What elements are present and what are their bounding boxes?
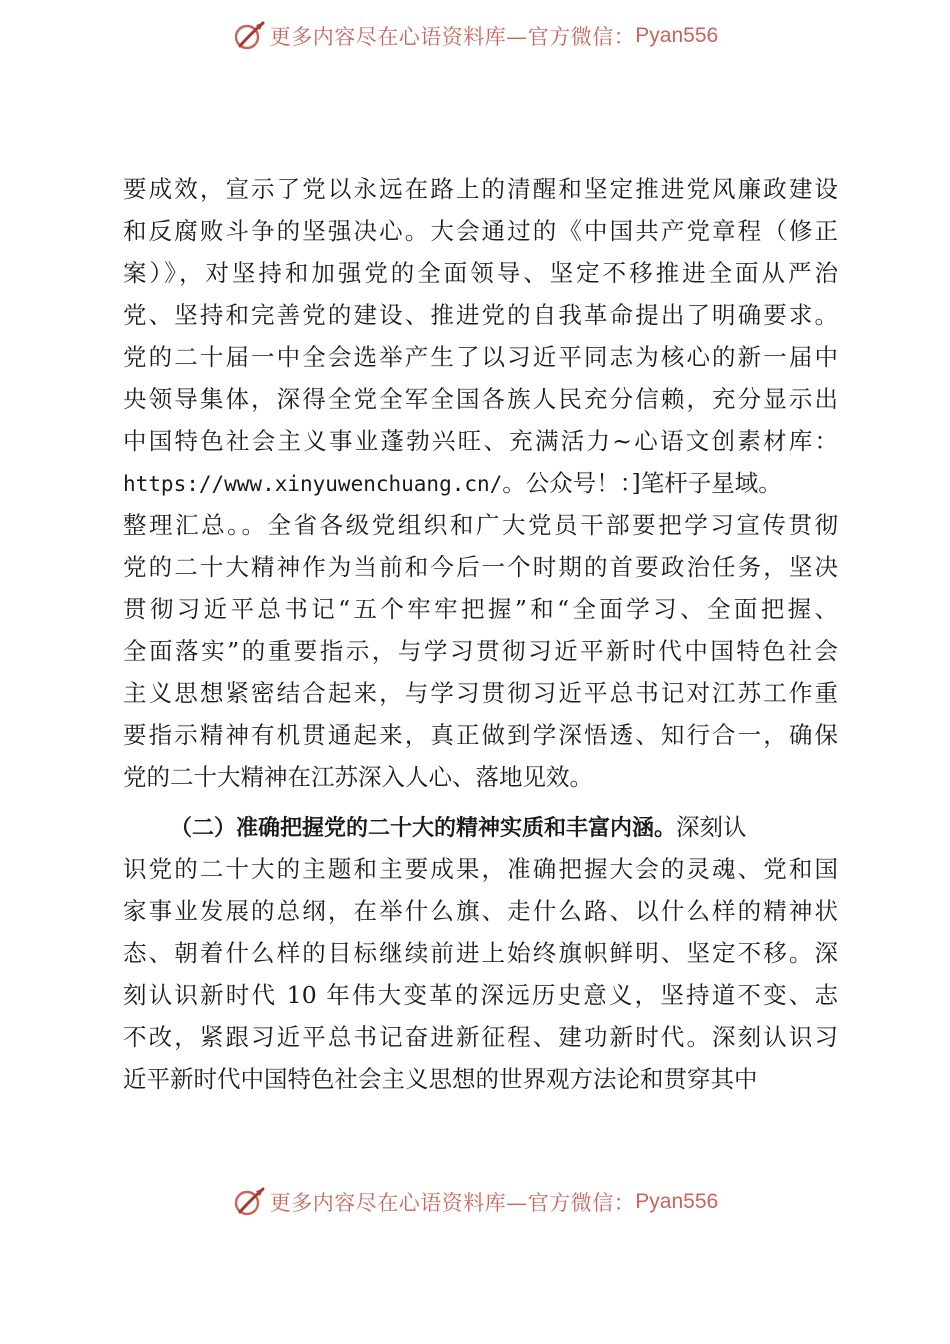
document-body bbox=[123, 168, 838, 1100]
text-fragment: 深刻认 bbox=[676, 813, 747, 841]
text-fragment: 。公众号！：]笔杆子星域。 bbox=[502, 469, 782, 497]
paragraph-1 bbox=[123, 168, 838, 798]
text-line: 主义思想紧密结合起来，与学习贯彻习近平总书记对江苏工作重 bbox=[123, 679, 838, 707]
text-line: 刻认识新时代 10 年伟大变革的深远历史意义，坚持道不变、志 bbox=[123, 981, 838, 1009]
text-line: 中国特色社会主义事业蓬勃兴旺、充满活力~心语文创素材库： bbox=[123, 427, 838, 455]
text-line: 党、坚持和完善党的建设、推进党的自我革命提出了明确要求。 bbox=[123, 301, 838, 329]
text-line: 识党的二十大的主题和主要成果，准确把握大会的灵魂、党和国 bbox=[123, 855, 838, 883]
text-line: 贯彻习近平总书记“五个牢牢把握”和“全面学习、全面把握、 bbox=[123, 595, 838, 623]
brush-logo-icon bbox=[232, 1185, 266, 1219]
text-line: 党的二十届一中全会选举产生了以习近平同志为核心的新一届中 bbox=[123, 343, 838, 371]
text-line: 全面落实”的重要指示，与学习贯彻习近平新时代中国特色社会 bbox=[123, 637, 838, 665]
brush-logo-icon bbox=[232, 19, 266, 53]
text-line: 不改，紧跟习近平总书记奋进新征程、建功新时代。深刻认识习 bbox=[123, 1023, 838, 1051]
footer-watermark bbox=[0, 1182, 950, 1222]
text-line: 要成效，宣示了党以永远在路上的清醒和坚定推进党风廉政建设 bbox=[123, 175, 838, 203]
url-text: https://www.xinyuwenchuang.cn/ bbox=[123, 472, 503, 496]
text-line: 要指示精神有机贯通起来，真正做到学深悟透、知行合一，确保 bbox=[123, 721, 838, 749]
text-line: 近平新时代中国特色社会主义思想的世界观方法论和贯穿其中 bbox=[123, 1065, 758, 1093]
header-watermark bbox=[0, 16, 950, 56]
footer-watermark-text: 更多内容尽在心语资料库—官方微信： bbox=[269, 1191, 636, 1215]
text-line: 和反腐败斗争的坚强决心。大会通过的《中国共产党章程（修正 bbox=[123, 217, 838, 245]
text-line: 央领导集体，深得全党全军全国各族人民充分信赖，充分显示出 bbox=[123, 385, 838, 413]
section-heading: （二）准确把握党的二十大的精神实质和丰富内涵。 bbox=[170, 816, 677, 841]
text-line: 家事业发展的总纲，在举什么旗、走什么路、以什么样的精神状 bbox=[123, 897, 838, 925]
text-line: 态、朝着什么样的目标继续前进上始终旗帜鲜明、坚定不移。深 bbox=[123, 939, 838, 967]
text-line: 案）》，对坚持和加强党的全面领导、坚定不移推进全面从严治 bbox=[123, 259, 838, 287]
text-line: 整理汇总。。全省各级党组织和广大党员干部要把学习宣传贯彻 bbox=[123, 511, 838, 539]
header-watermark-id: Pyan556 bbox=[635, 24, 719, 47]
text-line-url bbox=[123, 462, 838, 504]
text-line-heading bbox=[123, 806, 838, 848]
footer-watermark-id: Pyan556 bbox=[635, 1190, 719, 1213]
text-line: 党的二十大精神作为当前和今后一个时期的首要政治任务，坚决 bbox=[123, 553, 838, 581]
header-watermark-text: 更多内容尽在心语资料库—官方微信： bbox=[269, 25, 636, 49]
paragraph-2 bbox=[123, 806, 838, 1100]
text-line: 党的二十大精神在江苏深入人心、落地见效。 bbox=[123, 763, 593, 791]
